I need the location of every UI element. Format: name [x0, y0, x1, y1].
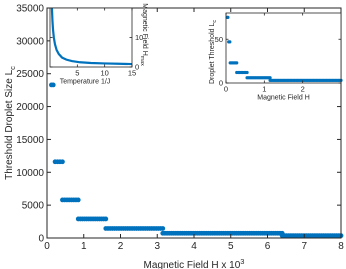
x-tick-label: 1 — [262, 84, 267, 94]
data-point — [51, 82, 56, 87]
data-point — [103, 217, 108, 222]
x-tick-label: 5 — [227, 241, 234, 252]
y-tick-label: 10 — [135, 33, 144, 43]
x-tick-label: 0 — [223, 84, 229, 94]
x-tick-label: 5 — [75, 68, 80, 78]
y-tick-label: 5000 — [21, 200, 44, 212]
y-tick-label: 25000 — [16, 69, 44, 81]
data-point — [235, 61, 238, 64]
x-tick-label: 1 — [80, 241, 87, 252]
x-tick-label: 2 — [117, 241, 124, 252]
y-axis-label: Magnetic Field $H_{max}$ — [138, 3, 148, 66]
x-tick-label: 2 — [300, 84, 305, 94]
y-tick-label: 15000 — [16, 134, 44, 146]
x-axis-label: Magnetic Field H x $10^3$ — [143, 257, 245, 269]
x-tick-label: 6 — [264, 241, 271, 252]
data-point — [245, 71, 248, 74]
x-tick-label: 8 — [338, 241, 344, 252]
y-tick-label: 50 — [214, 34, 223, 44]
y-axis-label: Threshold Droplet Size $L_c$ — [4, 66, 17, 180]
x-tick-label: 3 — [154, 241, 161, 252]
y-tick-label: 10000 — [16, 167, 44, 179]
data-point — [160, 226, 165, 231]
x-tick-label: 10 — [100, 68, 109, 78]
x-axis-label: Magnetic Field H — [257, 94, 310, 102]
y-tick-label: 0 — [38, 233, 44, 245]
x-tick-label: 15 — [127, 68, 137, 78]
x-tick-label: 0 — [44, 241, 50, 252]
x-tick-label: 7 — [301, 241, 308, 252]
y-axis-label: Droplet Threshold $L_c$ — [209, 20, 219, 84]
y-tick-label: 0 — [218, 78, 223, 88]
x-axis-label: Temperature 1/J — [59, 78, 111, 86]
y-tick-label: 20000 — [16, 102, 44, 114]
y-tick-label: 30000 — [16, 36, 44, 48]
data-point — [228, 40, 231, 43]
x-tick-label: 4 — [191, 241, 197, 252]
y-tick-label: 0 — [135, 62, 140, 72]
data-point — [226, 16, 229, 19]
y-tick-label: 35000 — [16, 3, 44, 15]
data-point — [76, 197, 81, 202]
data-point — [60, 159, 65, 164]
